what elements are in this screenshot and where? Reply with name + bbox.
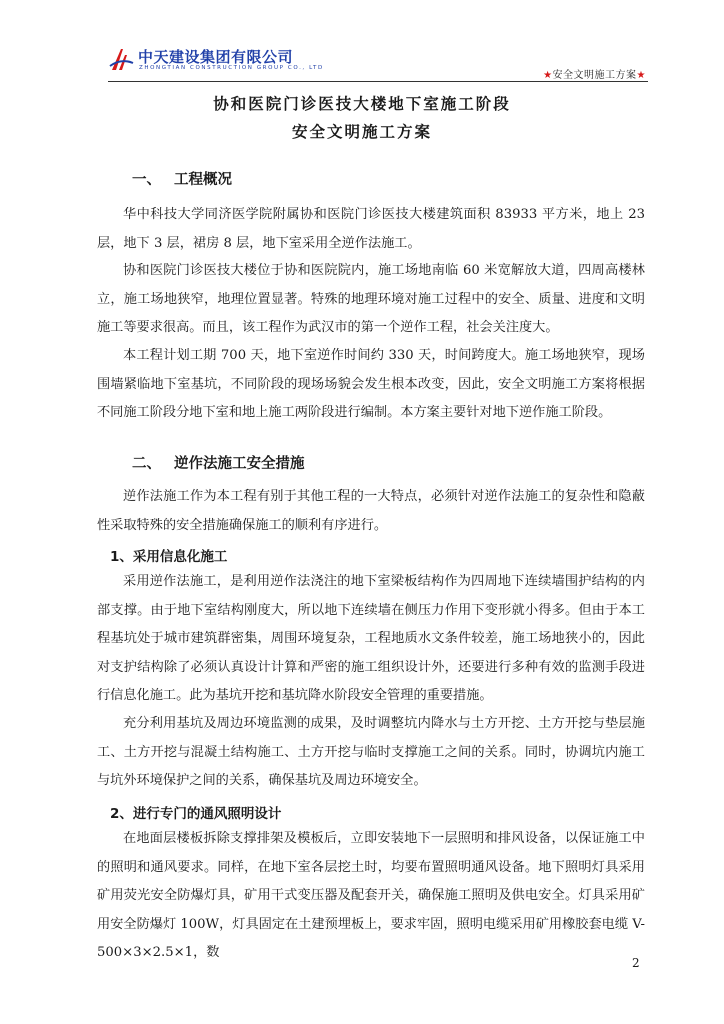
section1-paragraph-3: 本工程计划工期 700 天，地下室逆作时间约 330 天，时间跨度大。施工场地狭窄，现场围墙紧临地下室基坑，不同阶段的现场场貌会发生根本改变，因此，安全文明施工方案将根据不同施工阶段分地下室和地上施工两阶段进行编制。本方案主要针对地下逆作施工阶段。 xyxy=(97,348,645,421)
subsection1-paragraph-2: 充分利用基坑及周边环境监测的成果，及时调整坑内降水与土方开挖、土方开挖与垫层施工、土方开挖与混凝土结构施工、土方开挖与临时支撑施工之间的关系。同时，协调坑内施工与坑外环境保护之间的关系，确保基坑及周边环境安全。 xyxy=(97,716,645,789)
subsection1-paragraph-1: 采用逆作法施工，是利用逆作法浇注的地下室梁板结构作为四周地下连续墙围护结构的内部支撑。由于地下室结构刚度大，所以地下连续墙在侧压力作用下变形就小得多。但由于本工程基坑处于城市建筑群密集，周围环境复杂，工程地质水文条件较差，施工场地狭小的，因此对支护结构除了必须认真设计计算和严密的施工组织设计外，还要进行多种有效的监测手段进行信息化施工。此为基坑开挖和基坑降水阶段安全管理的重要措施。 xyxy=(97,574,645,704)
document-label-text: 安全文明施工方案 xyxy=(552,70,637,81)
header-divider xyxy=(108,81,648,82)
section2-heading xyxy=(132,452,305,473)
subsection2-heading: 2、进行专门的通风照明设计 xyxy=(110,806,282,822)
section1-paragraph-1: 华中科技大学同济医学院附属协和医院门诊医技大楼建筑面积 83933 平方米，地上 23 层，地下 3 层，裙房 8 层，地下室采用全逆作法施工。 xyxy=(97,207,645,251)
company-name-cn: 中天建设集团有限公司 xyxy=(138,48,294,66)
section1-title: 工程概况 xyxy=(174,172,232,188)
company-name-en: ZHONGTIAN CONSTRUCTION GROUP CO., LTD xyxy=(139,65,324,71)
section2-number: 二、 xyxy=(132,456,161,472)
star-icon: ★ xyxy=(543,70,553,81)
document-label xyxy=(543,66,646,81)
star-icon: ★ xyxy=(636,70,646,81)
section2-intro: 逆作法施工作为本工程有别于其他工程的一大特点，必须针对逆作法施工的复杂性和隐蔽性采取特殊的安全措施确保施工的顺利有序进行。 xyxy=(97,489,645,533)
page-number: 2 xyxy=(632,956,640,970)
page-header xyxy=(108,44,648,82)
document-title-line1: 协和医院门诊医技大楼地下室施工阶段 xyxy=(213,95,511,113)
section2-title: 逆作法施工安全措施 xyxy=(174,456,305,472)
company-logo-icon xyxy=(108,46,134,72)
section1-heading xyxy=(132,168,232,189)
section1-paragraph-2: 协和医院门诊医技大楼位于协和医院院内，施工场地南临 60 米宽解放大道，四周高楼林立，施工场地狭窄，地理位置显著。特殊的地理环境对施工过程中的安全、质量、进度和文明施工等要求很高。而且，该工程作为武汉市的第一个逆作工程，社会关注度大。 xyxy=(97,263,645,336)
subsection1-heading: 1、采用信息化施工 xyxy=(110,549,228,565)
document-title-line2: 安全文明施工方案 xyxy=(291,123,432,141)
subsection2-paragraph-1: 在地面层楼板拆除支撑排架及模板后，立即安装地下一层照明和排风设备，以保证施工中的照明和通风要求。同样，在地下室各层挖土时，均要布置照明通风设备。地下照明灯具采用矿用荧光安全防爆灯具，矿用干式变压器及配套开关，确保施工照明及供电安全。灯具采用矿用安全防爆灯 100W，灯具固定在土建预埋板上，要求牢固，照明电缆采用矿用橡胶套电缆 V-500×3×2.5×1，数 xyxy=(97,831,645,961)
section1-number: 一、 xyxy=(132,172,161,188)
